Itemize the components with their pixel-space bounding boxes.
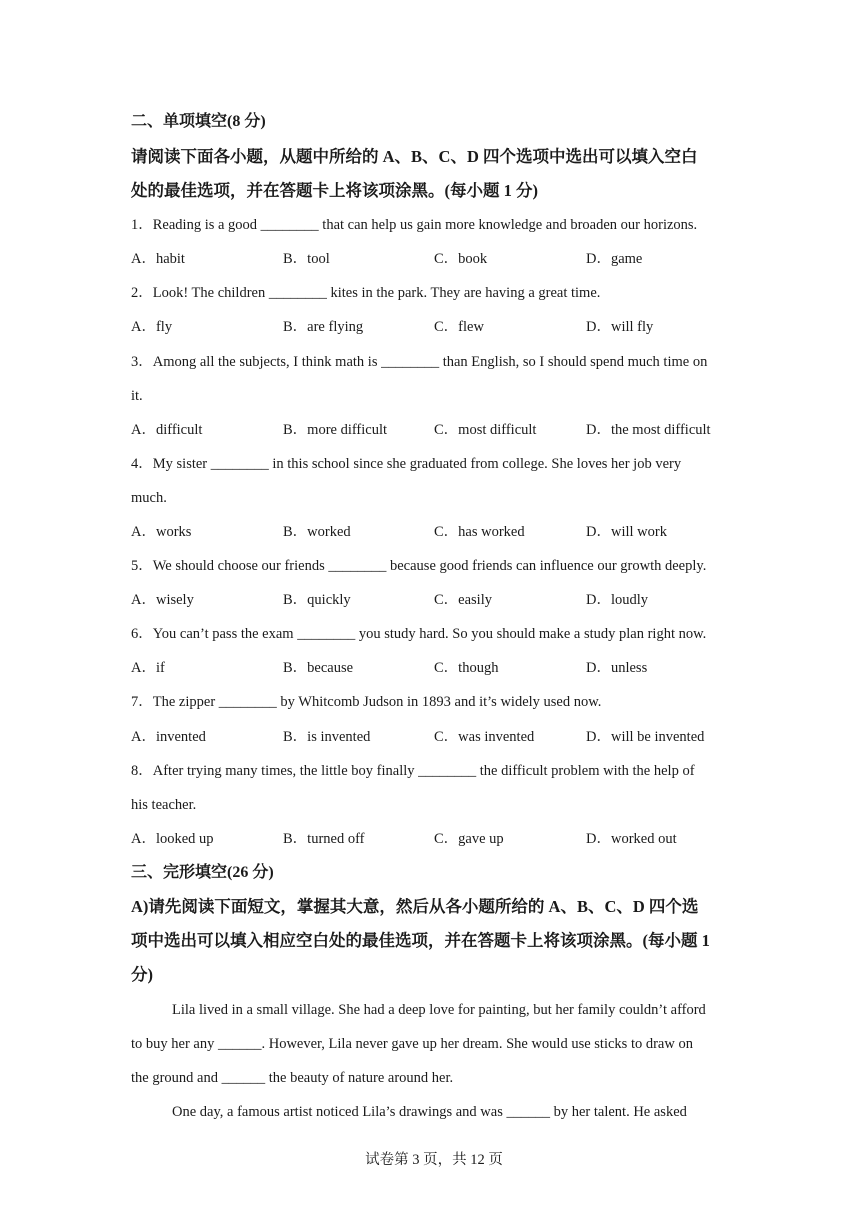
option-c: C．most difficult bbox=[434, 422, 537, 438]
question-stem: 2．Look! The children ________ kites in the park. They are having a great time. bbox=[131, 285, 601, 301]
option-row bbox=[131, 829, 751, 849]
option-a: A．habit bbox=[131, 251, 185, 267]
section-title: 二、单项填空(8 分) bbox=[131, 113, 266, 130]
question-stem-continued: much. bbox=[131, 490, 167, 506]
option-b: B．because bbox=[283, 660, 354, 676]
option-c: C．flew bbox=[434, 319, 484, 335]
question-stem-continued: his teacher. bbox=[131, 797, 197, 813]
option-b: B．tool bbox=[283, 251, 330, 267]
passage-line: Lila lived in a small village. She had a deep love for painting, but her family couldn’t afford bbox=[172, 1002, 706, 1018]
option-d: D．worked out bbox=[586, 831, 677, 847]
option-a: A．difficult bbox=[131, 422, 203, 438]
option-d: D．will fly bbox=[586, 319, 654, 335]
passage-line: the ground and ______ the beauty of nature around her. bbox=[131, 1070, 454, 1086]
option-c: C．has worked bbox=[434, 524, 525, 540]
question-stem: 3．Among all the subjects, I think math is ________ than English, so I should spend much time on bbox=[131, 354, 708, 370]
section-instruction: A)请先阅读下面短文，掌握其大意，然后从各小题所给的 A、B、C、D 四个选 bbox=[131, 897, 699, 916]
question-stem: 8．After trying many times, the little boy finally ________ the difficult problem with the help of bbox=[131, 763, 695, 779]
option-a: A．looked up bbox=[131, 831, 214, 847]
option-row bbox=[131, 249, 751, 269]
option-c: C．easily bbox=[434, 592, 492, 608]
option-b: B．turned off bbox=[283, 831, 365, 847]
option-d: D．will be invented bbox=[586, 729, 705, 745]
option-row bbox=[131, 727, 751, 747]
section-instruction: 处的最佳选项，并在答题卡上将该项涂黑。(每小题 1 分) bbox=[131, 181, 538, 200]
option-d: D．the most difficult bbox=[586, 422, 711, 438]
question-stem: 4．My sister ________ in this school since she graduated from college. She loves her job very bbox=[131, 456, 682, 472]
option-b: B．more difficult bbox=[283, 422, 388, 438]
option-row bbox=[131, 590, 751, 610]
section-instruction: 请阅读下面各小题，从题中所给的 A、B、C、D 四个选项中选出可以填入空白 bbox=[131, 147, 698, 166]
option-row bbox=[131, 658, 751, 678]
option-c: C．though bbox=[434, 660, 499, 676]
option-a: A．invented bbox=[131, 729, 206, 745]
section-instruction: 项中选出可以填入相应空白处的最佳选项，并在答题卡上将该项涂黑。(每小题 1 bbox=[131, 931, 710, 950]
passage-line: One day, a famous artist noticed Lila’s drawings and was ______ by her talent. He asked bbox=[172, 1104, 687, 1120]
option-row bbox=[131, 522, 751, 542]
section-instruction: 分) bbox=[131, 965, 153, 984]
option-a: A．fly bbox=[131, 319, 173, 335]
option-b: B．are flying bbox=[283, 319, 364, 335]
question-stem: 6．You can’t pass the exam ________ you study hard. So you should make a study plan right now. bbox=[131, 626, 707, 642]
question-stem: 5．We should choose our friends ________ because good friends can influence our growth deeply. bbox=[131, 558, 707, 574]
option-d: D．game bbox=[586, 251, 643, 267]
passage-line: to buy her any ______. However, Lila never gave up her dream. She would use sticks to draw on bbox=[131, 1036, 693, 1052]
question-stem: 1．Reading is a good ________ that can help us gain more knowledge and broaden our horizons. bbox=[131, 217, 698, 233]
option-a: A．wisely bbox=[131, 592, 194, 608]
option-d: D．unless bbox=[586, 660, 648, 676]
option-a: A．if bbox=[131, 660, 165, 676]
option-d: D．will work bbox=[586, 524, 667, 540]
option-a: A．works bbox=[131, 524, 192, 540]
page-footer: 试卷第 3 页，共 12 页 bbox=[365, 1152, 503, 1168]
question-stem: 7．The zipper ________ by Whitcomb Judson in 1893 and it’s widely used now. bbox=[131, 694, 602, 710]
option-row bbox=[131, 420, 751, 440]
question-stem-continued: it. bbox=[131, 388, 143, 404]
option-b: B．worked bbox=[283, 524, 351, 540]
option-b: B．quickly bbox=[283, 592, 351, 608]
option-c: C．book bbox=[434, 251, 488, 267]
option-b: B．is invented bbox=[283, 729, 371, 745]
option-c: C．gave up bbox=[434, 831, 504, 847]
option-row bbox=[131, 317, 751, 337]
option-c: C．was invented bbox=[434, 729, 535, 745]
section-title: 三、完形填空(26 分) bbox=[131, 864, 274, 881]
option-d: D．loudly bbox=[586, 592, 649, 608]
